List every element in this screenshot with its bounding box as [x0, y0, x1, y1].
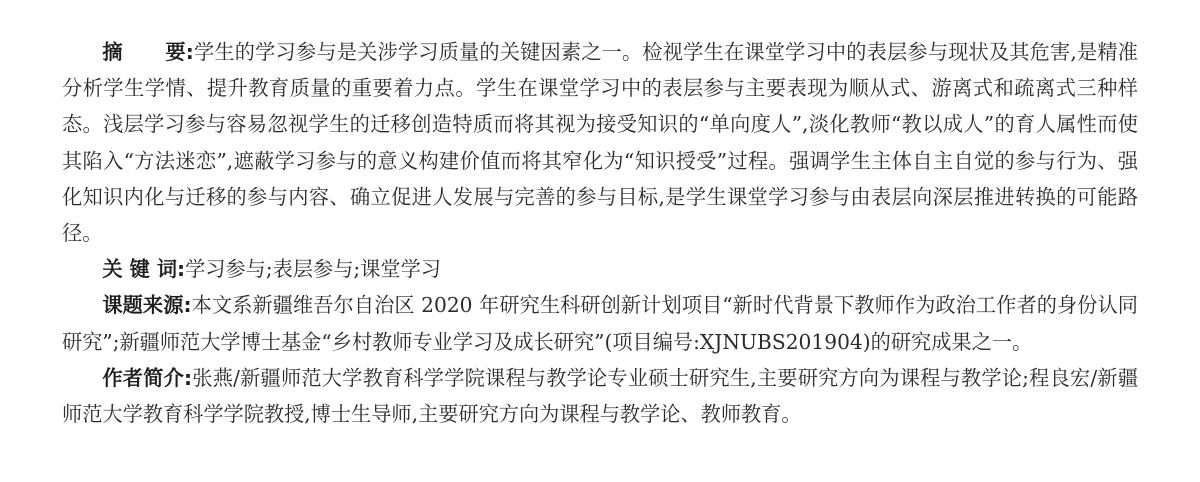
keywords-text: 学习参与;表层参与;课堂学习	[185, 257, 441, 282]
abstract-label	[102, 40, 193, 64]
abstract-paragraph	[62, 34, 1138, 251]
funding-paragraph	[62, 287, 1138, 359]
keywords-label: 关 键 词:	[102, 257, 186, 282]
funding-label: 课题来源:	[102, 293, 192, 318]
authors-label: 作者简介:	[102, 365, 193, 390]
abstract-text: 学生的学习参与是关涉学习质量的关键因素之一。检视学生在课堂学习中的表层参与现状及其危害,是精准分析学生学情、提升教育质量的重要着力点。学生在课堂学习中的表层参与主要表现为顺从式、游离式和疏离式三种样态。浅层学习参与容易忽视学生的迁移创造特质而将其视为接受知识的“单向度人”,淡化教师“教以成人”的育人属性而使其陷入“方法迷恋”,遮蔽学习参与的意义构建价值而将其窄化为“知识授受”过程。强调学生主体自主自觉的参与行为、强化知识内化与迁移的参与内容、确立促进人发展与完善的参与目标,是学生课堂学习参与由表层向深层推进转换的可能路径。	[62, 40, 1138, 246]
keywords-paragraph	[62, 251, 1138, 287]
funding-text: 本文系新疆维吾尔自治区 2020 年研究生科研创新计划项目“新时代背景下教师作为政治工作者的身份认同研究”;新疆师范大学博士基金“乡村教师专业学习及成长研究”(项目编号:XJNUBS201904)的研究成果之一。	[62, 293, 1138, 354]
authors-text: 张燕/新疆师范大学教育科学学院课程与教学论专业硕士研究生,主要研究方向为课程与教学论;程良宏/新疆师范大学教育科学学院教授,博士生导师,主要研究方向为课程与教学论、教师教育。	[62, 365, 1139, 427]
abstract-label-first: 摘	[102, 40, 123, 64]
authors-paragraph	[62, 360, 1138, 432]
abstract-label-second: 要:	[165, 40, 194, 64]
